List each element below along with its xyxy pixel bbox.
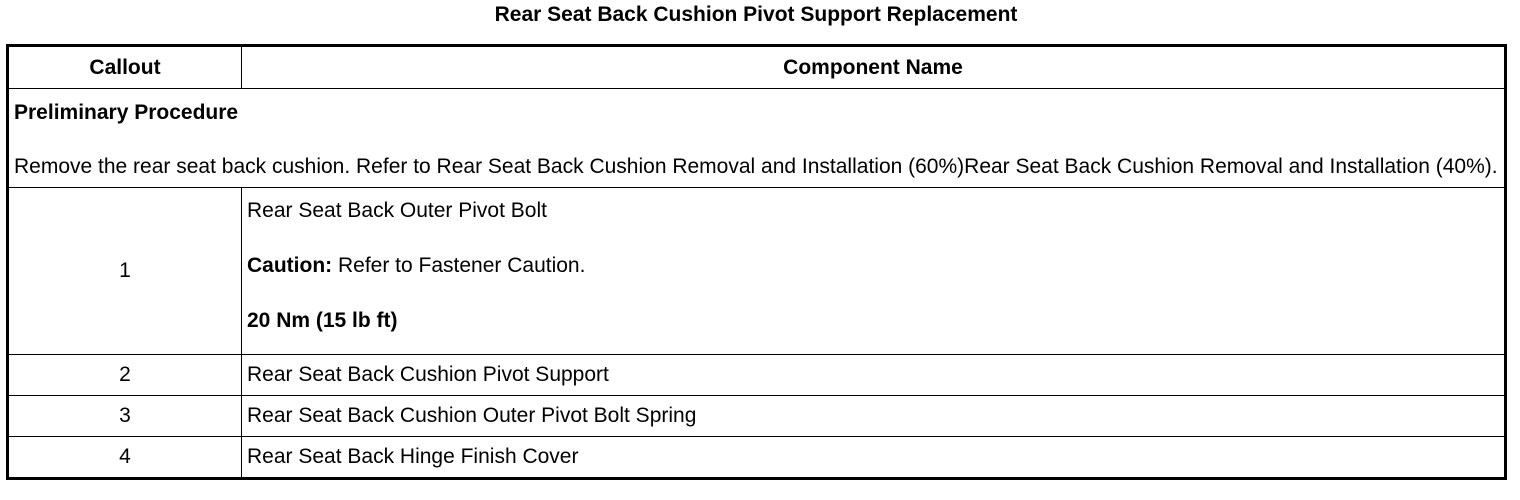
component-name: Rear Seat Back Cushion Outer Pivot Bolt Spring [242,396,1506,437]
preliminary-row [8,89,1506,188]
caution-label: Caution: [247,254,333,277]
component-name: Rear Seat Back Cushion Pivot Support [242,355,1506,396]
callout-number: 3 [8,396,242,437]
header-callout: Callout [8,46,242,89]
callout-number: 2 [8,355,242,396]
table-row [8,437,1506,479]
component-name: Rear Seat Back Hinge Finish Cover [242,437,1506,479]
callout-table [6,44,1507,480]
component-name-cell [242,188,1506,355]
header-component-name: Component Name [242,46,1506,89]
preliminary-cell [8,89,1506,188]
caution-line [247,253,1499,279]
table-row [8,396,1506,437]
callout-number: 1 [8,188,242,355]
callout-number: 4 [8,437,242,479]
caution-text: Refer to Fastener Caution. [332,254,586,277]
table-row [8,355,1506,396]
preliminary-text: Remove the rear seat back cushion. Refer to Rear Seat Back Cushion Removal and Installation (60%)Rear Seat Back Cushion Removal and Installation (40%). [14,155,1498,178]
preliminary-heading: Preliminary Procedure [14,101,239,124]
document-title: Rear Seat Back Cushion Pivot Support Replacement [494,3,1018,26]
torque-spec: 20 Nm (15 lb ft) [247,309,398,332]
table-header-row [8,46,1506,89]
component-name: Rear Seat Back Outer Pivot Bolt [247,199,547,222]
table-row [8,188,1506,355]
